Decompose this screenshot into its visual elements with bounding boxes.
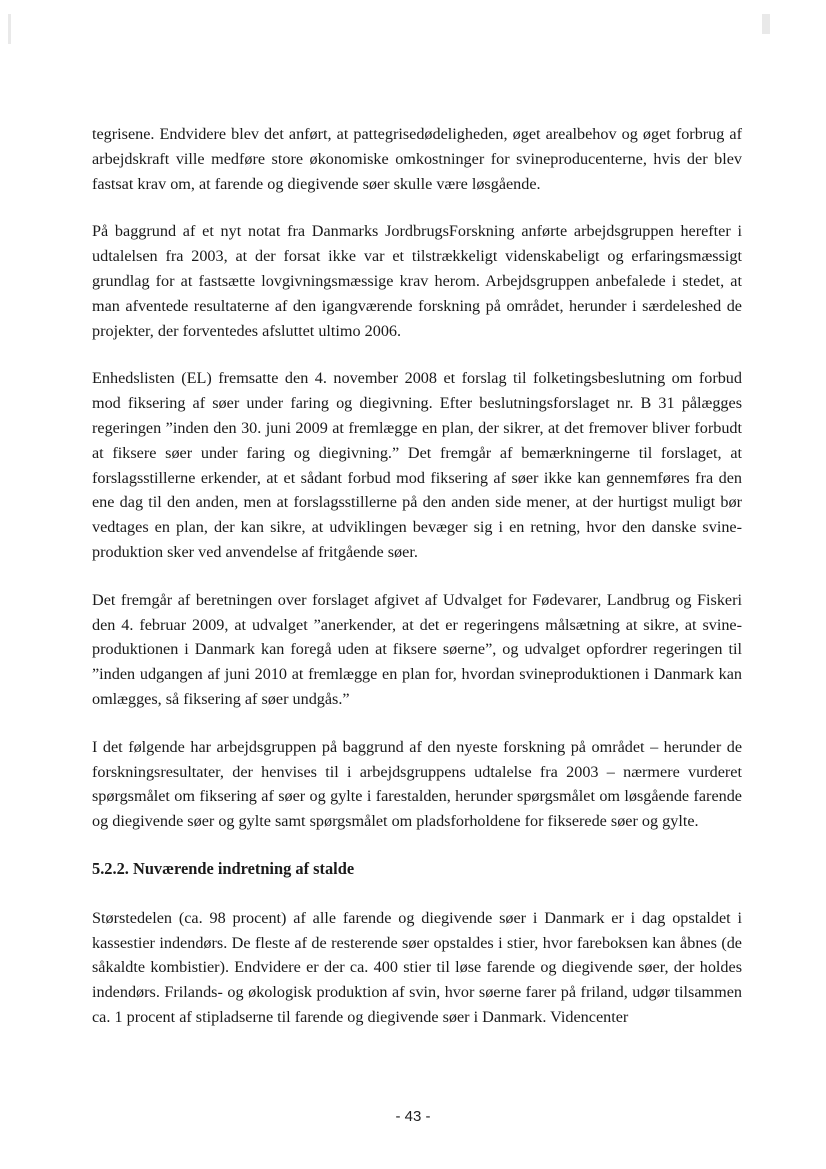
scan-edge-mark-left xyxy=(8,14,11,44)
paragraph-enhedslisten-proposal: Enhedslisten (EL) fremsatte den 4. november 2008 et forslag til folketingsbeslutning om forbud mod fiksering af søer under faring og diegivning. Efter beslutningsforslaget nr. B 31 pålægges regeringen ”inden den 30. juni 2009 at fremlægge en plan, der sikrer, at det fremover bliver forbudt at fiksere søer under faring og diegivning.” Det fremgår af bemærkningerne til forslaget, at forslagsstillerne erkender, at et sådant forbud mod fiksering af søer ikke kan gennemføres fra den ene dag til den anden, men at forslagsstillerne på den anden side mener, at der hurtigst muligt bør vedtages en plan, der kan sikre, at udviklingen bevæger sig i en retning, hvor den danske svineproduktion sker ved anvendelse af fritgående søer. xyxy=(92,369,742,561)
paragraph-jordbrugsforskning: På baggrund af et nyt notat fra Danmarks JordbrugsForskning anførte arbejdsgruppen herefter i udtalelsen fra 2003, at der forsat ikke var et tilstrækkeligt videnskabeligt og erfaringsmæssigt grundlag for at fastsætte lovgivningsmæssige krav herom. Arbejdsgruppen anbefalede i stedet, at man afventede resultaterne af den igangværende forskning på området, herunder i særdeleshed de projekter, der forventedes afsluttet ultimo 2006. xyxy=(92,222,742,340)
scan-edge-mark-right xyxy=(762,14,770,34)
paragraph-nuvaerende-indretning: Størstedelen (ca. 98 procent) af alle farende og diegivende søer i Danmark er i dag opstaldet i kassestier indendørs. De fleste af de resterende søer opstaldes i stier, hvor fareboksen kan åbnes (de såkaldte kombistier). Endvidere er der ca. 400 stier til løse farende og diegivende søer, der holdes indendørs. Frilands- og økologisk produktion af svin, hvor søerne farer på friland, udgør tilsammen ca. 1 procent af stipladserne til farende og diegivende søer i Danmark. Videncenter xyxy=(92,908,742,1026)
paragraph-udvalget-beretning: Det fremgår af beretningen over forslaget afgivet af Udvalget for Fødevarer, Landbrug og Fiskeri den 4. februar 2009, at udvalget ”anerkender, at det er regeringens målsætning at sikre, at svineproduktionen i Danmark kan foregå uden at fiksere søerne”, og udvalget opfordrer regeringen til ”inden udgangen af juni 2010 at fremlægge en plan for, hvordan svineproduktionen i Danmark kan omlægges, så fiksering af søer undgås.” xyxy=(92,590,742,708)
document-page xyxy=(92,122,742,1053)
page-number: - 43 - xyxy=(395,1108,431,1125)
section-heading: 5.2.2. Nuværende indretning af stalde xyxy=(92,858,355,878)
paragraph-pattegrise-continuation: tegrisene. Endvidere blev det anført, at pattegrisedødeligheden, øget arealbehov og øget forbrug af arbejdskraft ville medføre store økonomiske omkostninger for svineproducenterne, hvis der blev fastsat krav om, at farende og diegivende søer skulle være løsgående. xyxy=(92,125,742,193)
paragraph-arbejdsgruppen-vurdering: I det følgende har arbejdsgruppen på baggrund af den nyeste forskning på området – herunder de forskningsresultater, der henvises til i arbejdsgruppens udtalelse fra 2003 – nærmere vurderet spørgsmålet om fiksering af søer og gylte i farestalden, herunder spørgsmålet om løsgående farende og diegivende søer og gylte samt spørgsmålet om pladsforholdene for fikserede søer og gylte. xyxy=(92,737,742,831)
